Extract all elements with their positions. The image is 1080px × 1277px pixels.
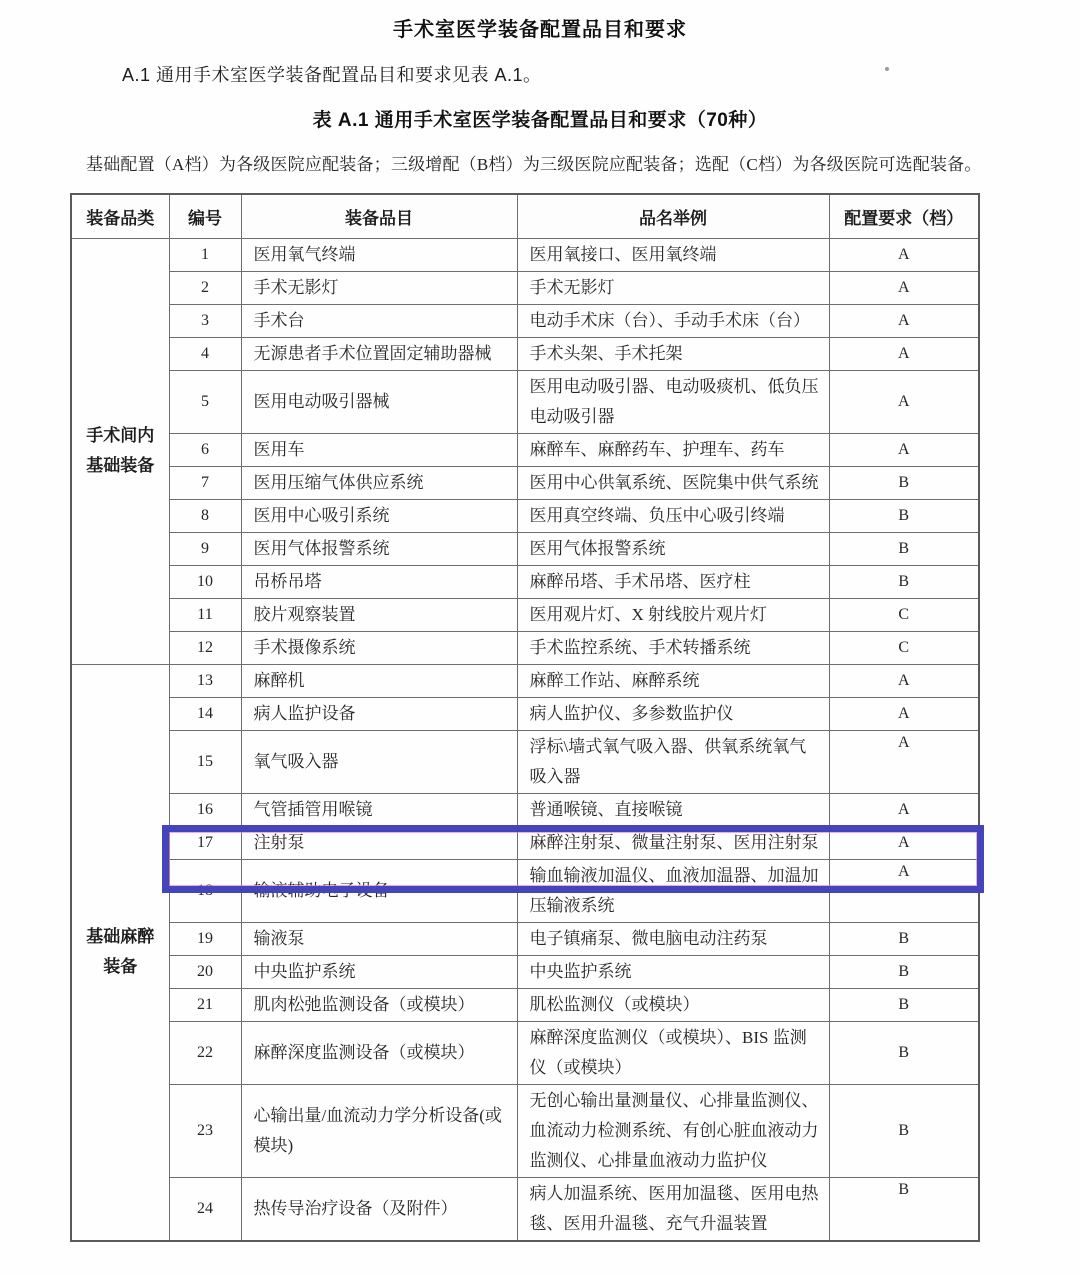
row-no: 16: [169, 793, 241, 826]
table-row: [71, 664, 979, 697]
row-no: 14: [169, 697, 241, 730]
row-grade: B: [829, 1021, 979, 1084]
table-row: [71, 1084, 979, 1177]
row-grade: A: [829, 826, 979, 859]
row-no: 5: [169, 370, 241, 433]
row-grade: A: [829, 859, 979, 922]
row-item: 医用气体报警系统: [241, 532, 517, 565]
row-examples: 无创心输出量测量仪、心排量监测仪、血流动力检测系统、有创心脏血液动力监测仪、心排量血液动力监护仪: [517, 1084, 829, 1177]
row-grade: B: [829, 532, 979, 565]
row-item: 医用氧气终端: [241, 238, 517, 271]
table-row: [71, 1177, 979, 1241]
category-cell-2: [71, 664, 169, 1241]
table-row: [71, 499, 979, 532]
row-examples: 麻醉车、麻醉药车、护理车、药车: [517, 433, 829, 466]
row-item: 输液辅助电子设备: [241, 859, 517, 922]
row-no: 10: [169, 565, 241, 598]
row-no: 12: [169, 631, 241, 664]
row-item: 手术台: [241, 304, 517, 337]
row-no: 23: [169, 1084, 241, 1177]
col-header-number: 编号: [169, 194, 241, 238]
row-grade: A: [829, 697, 979, 730]
row-no: 7: [169, 466, 241, 499]
row-grade: A: [829, 304, 979, 337]
row-item: 肌肉松弛监测设备（或模块）: [241, 988, 517, 1021]
scan-speck: [885, 67, 889, 71]
row-item: 手术摄像系统: [241, 631, 517, 664]
table-row-highlighted: [71, 859, 979, 922]
row-no: 22: [169, 1021, 241, 1084]
row-grade: A: [829, 271, 979, 304]
row-item: 氧气吸入器: [241, 730, 517, 793]
table-row: [71, 826, 979, 859]
row-no: 24: [169, 1177, 241, 1241]
row-examples: 普通喉镜、直接喉镜: [517, 793, 829, 826]
row-item: 气管插管用喉镜: [241, 793, 517, 826]
row-item: 注射泵: [241, 826, 517, 859]
row-grade: B: [829, 499, 979, 532]
row-no: 18: [169, 859, 241, 922]
table-row: [71, 631, 979, 664]
table-row: [71, 370, 979, 433]
row-item: 麻醉深度监测设备（或模块）: [241, 1021, 517, 1084]
row-grade: C: [829, 631, 979, 664]
intro-text: A.1 通用手术室医学装备配置品目和要求见表 A.1。: [122, 65, 542, 85]
row-item: 医用中心吸引系统: [241, 499, 517, 532]
row-grade: B: [829, 466, 979, 499]
table-row: [71, 433, 979, 466]
row-examples: 浮标\墙式氧气吸入器、供氧系统氧气吸入器: [517, 730, 829, 793]
row-no: 4: [169, 337, 241, 370]
row-item: 手术无影灯: [241, 271, 517, 304]
table-row: [71, 532, 979, 565]
table-row: [71, 238, 979, 271]
col-header-examples: 品名举例: [517, 194, 829, 238]
table-row: [71, 697, 979, 730]
row-item: 热传导治疗设备（及附件）: [241, 1177, 517, 1241]
category-label-line: 装备: [103, 957, 138, 976]
header-row: [71, 194, 979, 238]
table-row: [71, 988, 979, 1021]
row-no: 9: [169, 532, 241, 565]
row-item: 医用车: [241, 433, 517, 466]
table-row: [71, 598, 979, 631]
table-row: [71, 304, 979, 337]
table-row: [71, 793, 979, 826]
row-item: 病人监护设备: [241, 697, 517, 730]
row-examples: 麻醉吊塔、手术吊塔、医疗柱: [517, 565, 829, 598]
table-row: [71, 1021, 979, 1084]
table-row: [71, 337, 979, 370]
row-grade: A: [829, 793, 979, 826]
table-row: [71, 271, 979, 304]
row-grade: A: [829, 730, 979, 793]
row-examples: 麻醉深度监测仪（或模块）、BIS 监测仪（或模块）: [517, 1021, 829, 1084]
row-examples: 医用中心供氧系统、医院集中供气系统: [517, 466, 829, 499]
row-no: 17: [169, 826, 241, 859]
row-grade: B: [829, 988, 979, 1021]
row-no: 20: [169, 955, 241, 988]
row-grade: A: [829, 370, 979, 433]
category-label-line: 基础麻醉: [86, 927, 155, 946]
category-cell-1: [71, 238, 169, 664]
row-no: 11: [169, 598, 241, 631]
row-grade: A: [829, 664, 979, 697]
row-no: 13: [169, 664, 241, 697]
category-label-line: 手术间内: [86, 426, 155, 445]
equipment-table: [70, 193, 980, 1242]
row-item: 无源患者手术位置固定辅助器械: [241, 337, 517, 370]
row-item: 吊桥吊塔: [241, 565, 517, 598]
row-examples: 麻醉注射泵、微量注射泵、医用注射泵: [517, 826, 829, 859]
row-examples: 手术无影灯: [517, 271, 829, 304]
row-no: 2: [169, 271, 241, 304]
col-header-grade: 配置要求（档）: [829, 194, 979, 238]
row-examples: 中央监护系统: [517, 955, 829, 988]
col-header-category: 装备品类: [71, 194, 169, 238]
row-examples: 手术头架、手术托架: [517, 337, 829, 370]
row-item: 输液泵: [241, 922, 517, 955]
row-item: 心输出量/血流动力学分析设备(或模块): [241, 1084, 517, 1177]
row-item: 胶片观察装置: [241, 598, 517, 631]
row-no: 21: [169, 988, 241, 1021]
row-item: 中央监护系统: [241, 955, 517, 988]
row-no: 6: [169, 433, 241, 466]
row-examples: 医用电动吸引器、电动吸痰机、低负压电动吸引器: [517, 370, 829, 433]
category-label-line: 基础装备: [86, 456, 155, 475]
row-examples: 电子镇痛泵、微电脑电动注药泵: [517, 922, 829, 955]
row-examples: 医用气体报警系统: [517, 532, 829, 565]
row-examples: 医用真空终端、负压中心吸引终端: [517, 499, 829, 532]
row-no: 19: [169, 922, 241, 955]
row-grade: A: [829, 238, 979, 271]
row-examples: 手术监控系统、手术转播系统: [517, 631, 829, 664]
row-no: 15: [169, 730, 241, 793]
row-grade: C: [829, 598, 979, 631]
row-item: 麻醉机: [241, 664, 517, 697]
row-grade: A: [829, 337, 979, 370]
row-grade: B: [829, 955, 979, 988]
note-text: 基础配置（A档）为各级医院应配装备；三级增配（B档）为三级医院应配装备；选配（C档）为各级医院可选配装备。: [86, 155, 982, 174]
row-examples: 病人加温系统、医用加温毯、医用电热毯、医用升温毯、充气升温装置: [517, 1177, 829, 1241]
table-row: [71, 466, 979, 499]
row-grade: A: [829, 433, 979, 466]
table-row: [71, 955, 979, 988]
row-grade: B: [829, 565, 979, 598]
col-header-item: 装备品目: [241, 194, 517, 238]
row-no: 1: [169, 238, 241, 271]
row-examples: 医用观片灯、X 射线胶片观片灯: [517, 598, 829, 631]
row-examples: 输血输液加温仪、血液加温器、加温加压输液系统: [517, 859, 829, 922]
row-examples: 病人监护仪、多参数监护仪: [517, 697, 829, 730]
table-row: [71, 730, 979, 793]
row-examples: 麻醉工作站、麻醉系统: [517, 664, 829, 697]
row-no: 3: [169, 304, 241, 337]
row-item: 医用电动吸引器械: [241, 370, 517, 433]
table-row: [71, 922, 979, 955]
row-grade: B: [829, 1084, 979, 1177]
table-wrap: [70, 193, 978, 1242]
row-examples: 电动手术床（台）、手动手术床（台）: [517, 304, 829, 337]
row-examples: 医用氧接口、医用氧终端: [517, 238, 829, 271]
row-grade: B: [829, 922, 979, 955]
table-title: 表 A.1 通用手术室医学装备配置品目和要求（70种）: [312, 110, 768, 131]
page-title: 手术室医学装备配置品目和要求: [393, 19, 687, 41]
table-row: [71, 565, 979, 598]
row-item: 医用压缩气体供应系统: [241, 466, 517, 499]
row-grade: B: [829, 1177, 979, 1241]
row-examples: 肌松监测仪（或模块）: [517, 988, 829, 1021]
row-no: 8: [169, 499, 241, 532]
